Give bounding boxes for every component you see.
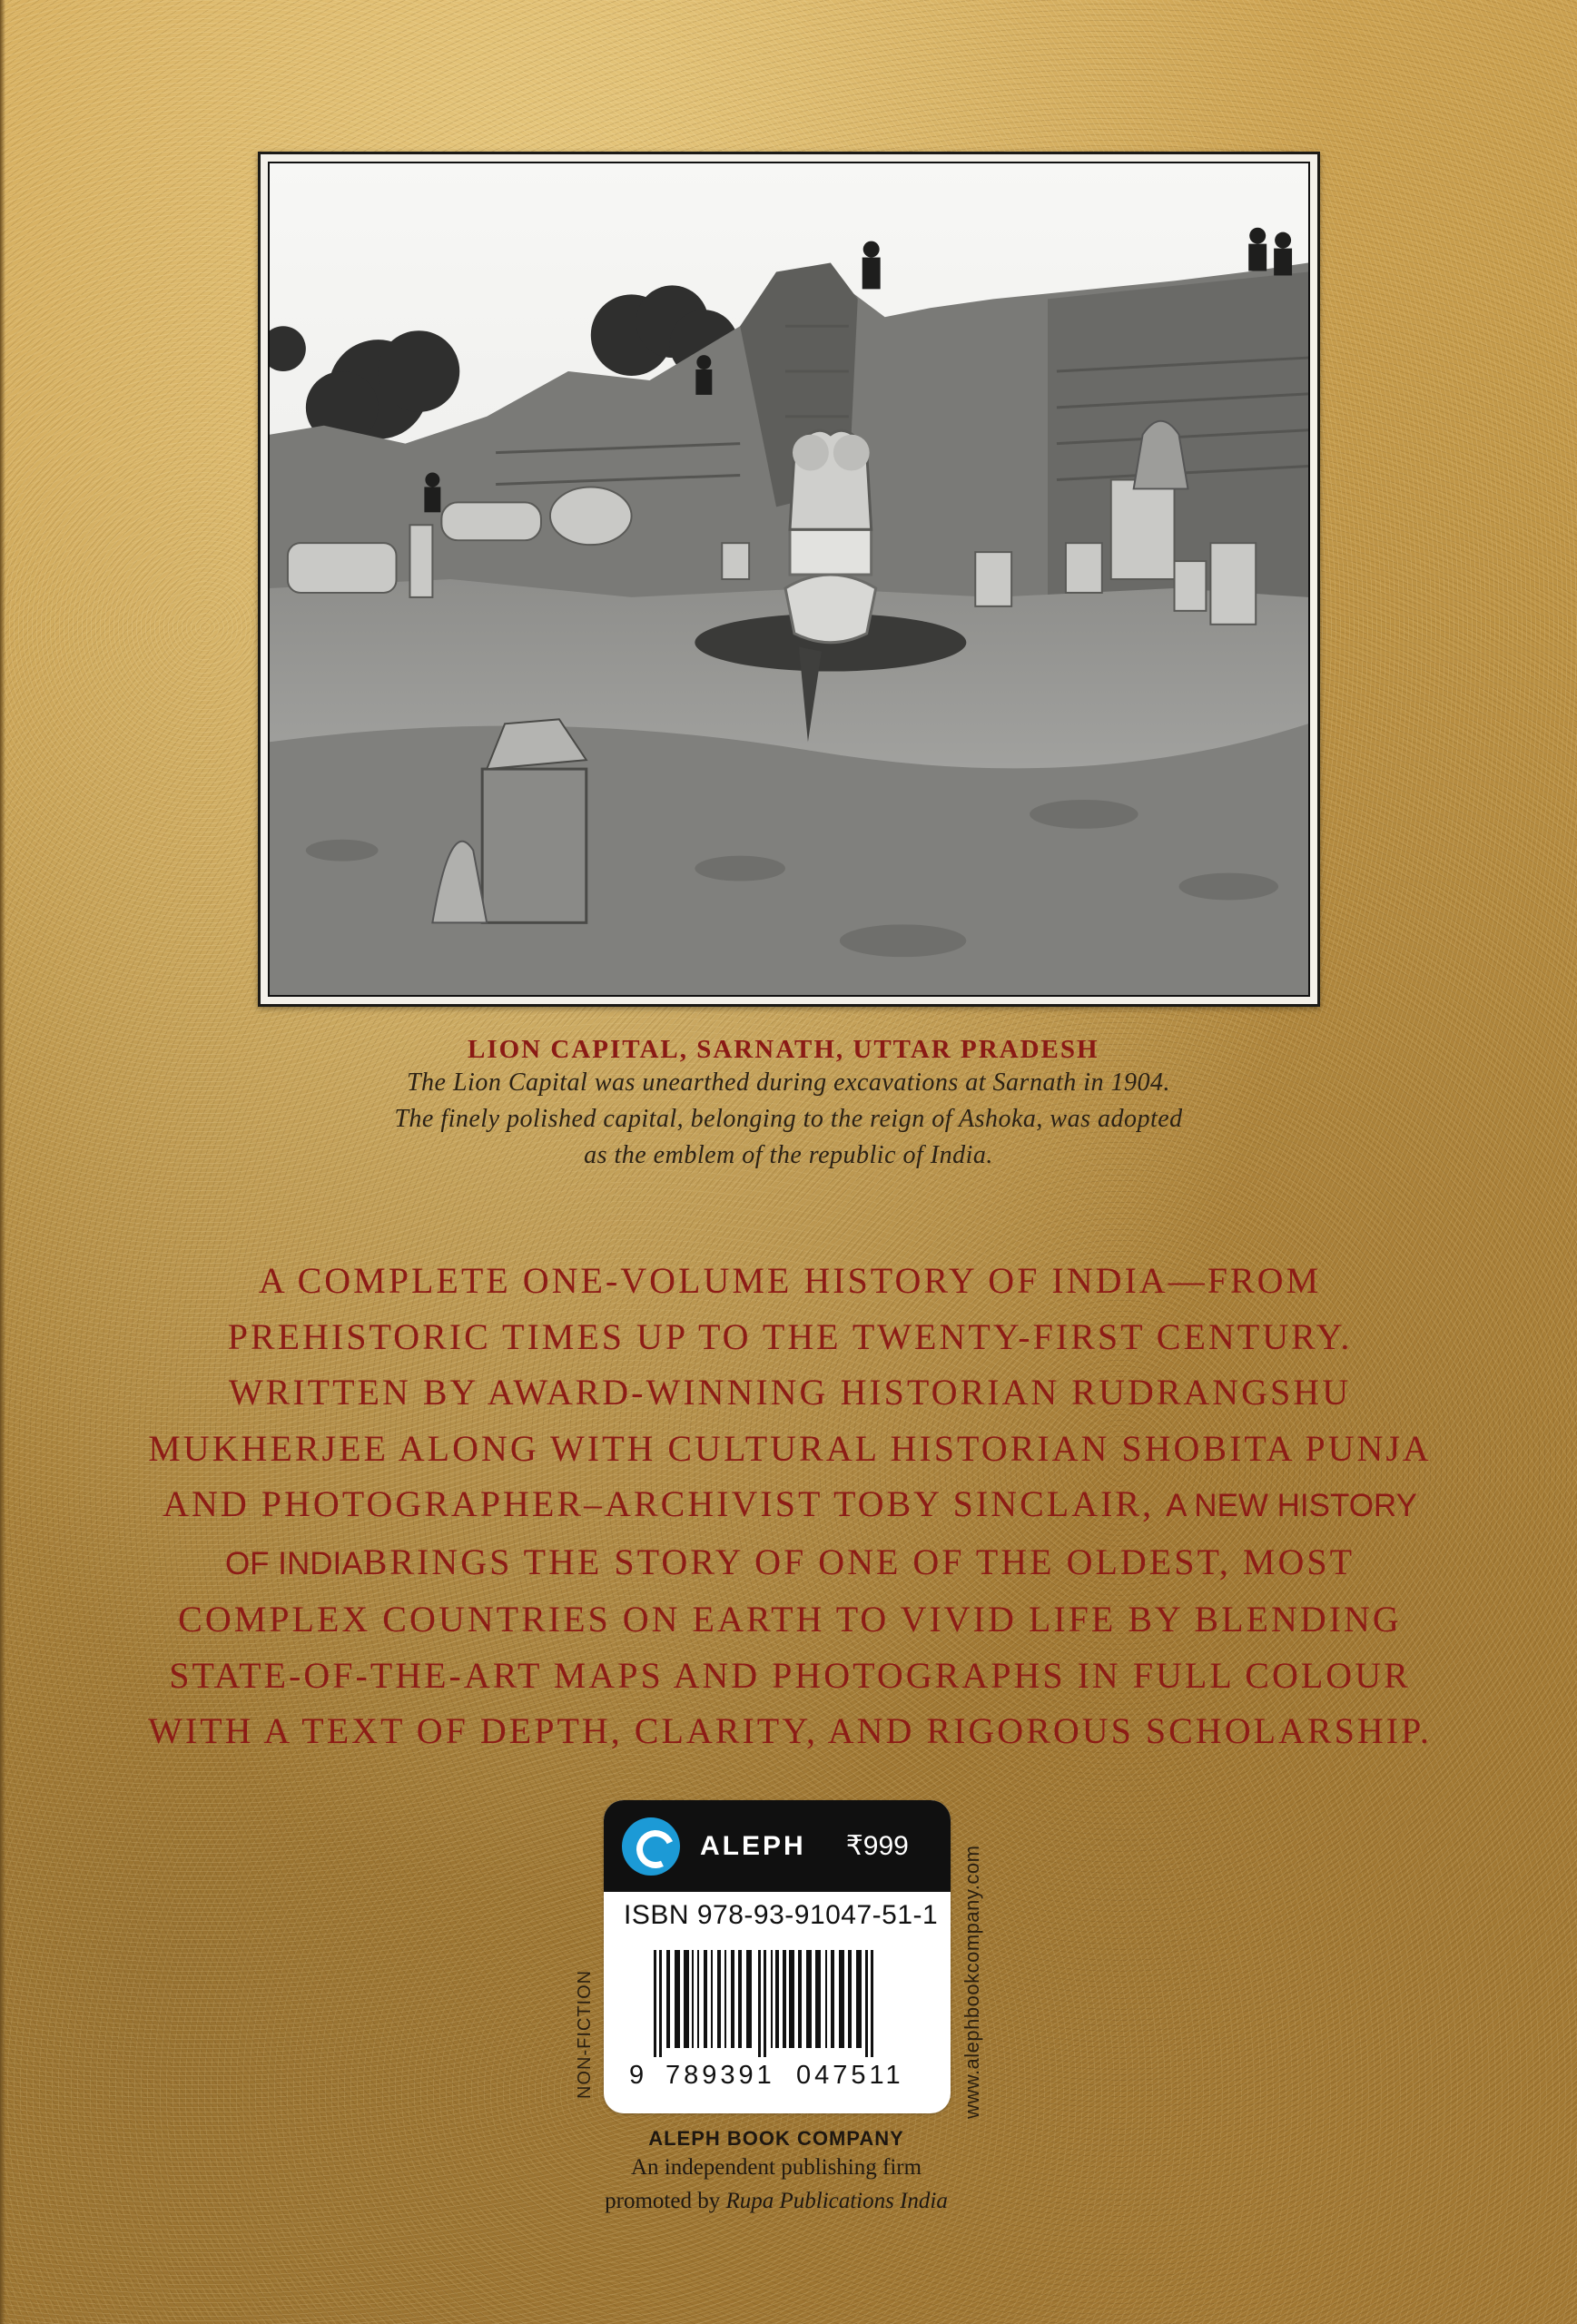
barcode-bar [738, 1950, 742, 2048]
price-barcode-box [604, 1800, 951, 2113]
aleph-logo-icon [622, 1817, 680, 1876]
barcode-bar [825, 1950, 827, 2048]
blurb-line-6 [136, 1534, 1444, 1592]
barcode-bar [771, 1950, 773, 2048]
blurb-line-2: PREHISTORIC TIMES UP TO THE TWENTY-FIRST CENTURY. [227, 1315, 1353, 1357]
barcode-bar [724, 1950, 726, 2048]
barcode-bar [798, 1950, 802, 2048]
barcode-bar [704, 1950, 707, 2048]
publisher-parent: Rupa Publications India [725, 2189, 948, 2213]
blurb-line-5 [136, 1476, 1444, 1534]
barcode-digit-first: 9 [629, 2061, 648, 2090]
barcode-bar [697, 1950, 699, 2048]
blurb-line-8: STATE-OF-THE-ART MAPS AND PHOTOGRAPHS IN FULL COLOUR [169, 1654, 1411, 1696]
barcode-bar [775, 1950, 779, 2048]
barcode-bar [692, 1950, 694, 2048]
barcode-bar [717, 1950, 721, 2048]
book-title-ref-1: A NEW HISTORY [1166, 1488, 1417, 1523]
blurb-line-7: COMPLEX COUNTRIES ON EARTH TO VIVID LIFE BY BLENDING [178, 1599, 1402, 1640]
barcode-bar [675, 1950, 680, 2048]
barcode-bar [839, 1950, 844, 2048]
book-blurb [136, 1253, 1444, 1759]
blurb-line-6-text: BRINGS THE STORY OF ONE OF THE OLDEST, MOST [362, 1541, 1355, 1582]
barcode-bar [758, 1950, 761, 2057]
blurb-line-1: A COMPLETE ONE-VOLUME HISTORY OF INDIA—FROM [258, 1260, 1322, 1301]
caption-line-1: The Lion Capital was unearthed during excavations at Sarnath in 1904. [406, 1068, 1171, 1097]
brand-name: ALEPH [700, 1830, 806, 1861]
barcode-bar [848, 1950, 852, 2048]
barcode-bar [711, 1950, 713, 2048]
publisher-name: ALEPH BOOK COMPANY [648, 2127, 904, 2150]
barcode-bar [806, 1950, 812, 2048]
barcode [654, 1950, 926, 2057]
barcode-bar [684, 1950, 689, 2048]
isbn: ISBN 978-93-91047-51-1 [624, 1900, 939, 1930]
barcode-bar [654, 1950, 656, 2057]
blurb-line-4: MUKHERJEE ALONG WITH CULTURAL HISTORIAN SHOBITA PUNJA [148, 1427, 1432, 1469]
publisher-line-2 [508, 2184, 1044, 2218]
barcode-bar [789, 1950, 794, 2048]
caption-title: LION CAPITAL, SARNATH, UTTAR PRADESH [468, 1035, 1099, 1064]
barcode-bar [871, 1950, 873, 2057]
barcode-bar [783, 1950, 786, 2048]
barcode-bar [731, 1950, 734, 2048]
blurb-line-5-text: AND PHOTOGRAPHER–ARCHIVIST TOBY SINCLAIR, [163, 1483, 1155, 1524]
publisher-line-2-prefix: promoted by [605, 2189, 721, 2213]
caption-line-2: The finely polished capital, belonging to the reign of Ashoka, was adopted [394, 1105, 1183, 1133]
publisher-info [508, 2127, 1044, 2218]
blurb-line-9: WITH A TEXT OF DEPTH, CLARITY, AND RIGOROUS SCHOLARSHIP. [148, 1710, 1432, 1751]
price: ₹999 [845, 1831, 909, 1861]
barcode-bar [764, 1950, 766, 2057]
barcode-digits-left: 789391 [665, 2061, 775, 2090]
photo-frame [258, 152, 1320, 1007]
barcode-bar [666, 1950, 670, 2048]
lion-capital [785, 430, 876, 642]
barcode-digits-right: 047511 [796, 2061, 904, 2090]
book-title-ref-2: OF INDIA [224, 1545, 363, 1581]
excavation-illustration [270, 163, 1308, 995]
archival-photo [268, 162, 1310, 997]
barcode-bar [659, 1950, 662, 2057]
caption-line-3: as the emblem of the republic of India. [584, 1141, 993, 1169]
spine-edge [0, 0, 5, 2324]
barcode-bar [856, 1950, 862, 2048]
blurb-line-3: WRITTEN BY AWARD-WINNING HISTORIAN RUDRANGSHU [228, 1372, 1352, 1413]
publisher-line-1: An independent publishing firm [630, 2155, 922, 2180]
barcode-bar [815, 1950, 821, 2048]
barcode-bar [831, 1950, 834, 2048]
barcode-bar [865, 1950, 868, 2057]
category-label: NON-FICTION [575, 1969, 595, 2099]
price-bar [604, 1800, 951, 1892]
barcode-bar [746, 1950, 752, 2048]
website-url[interactable]: www.alephbookcompany.com [961, 1845, 983, 2119]
photo-caption [272, 1035, 1305, 1174]
